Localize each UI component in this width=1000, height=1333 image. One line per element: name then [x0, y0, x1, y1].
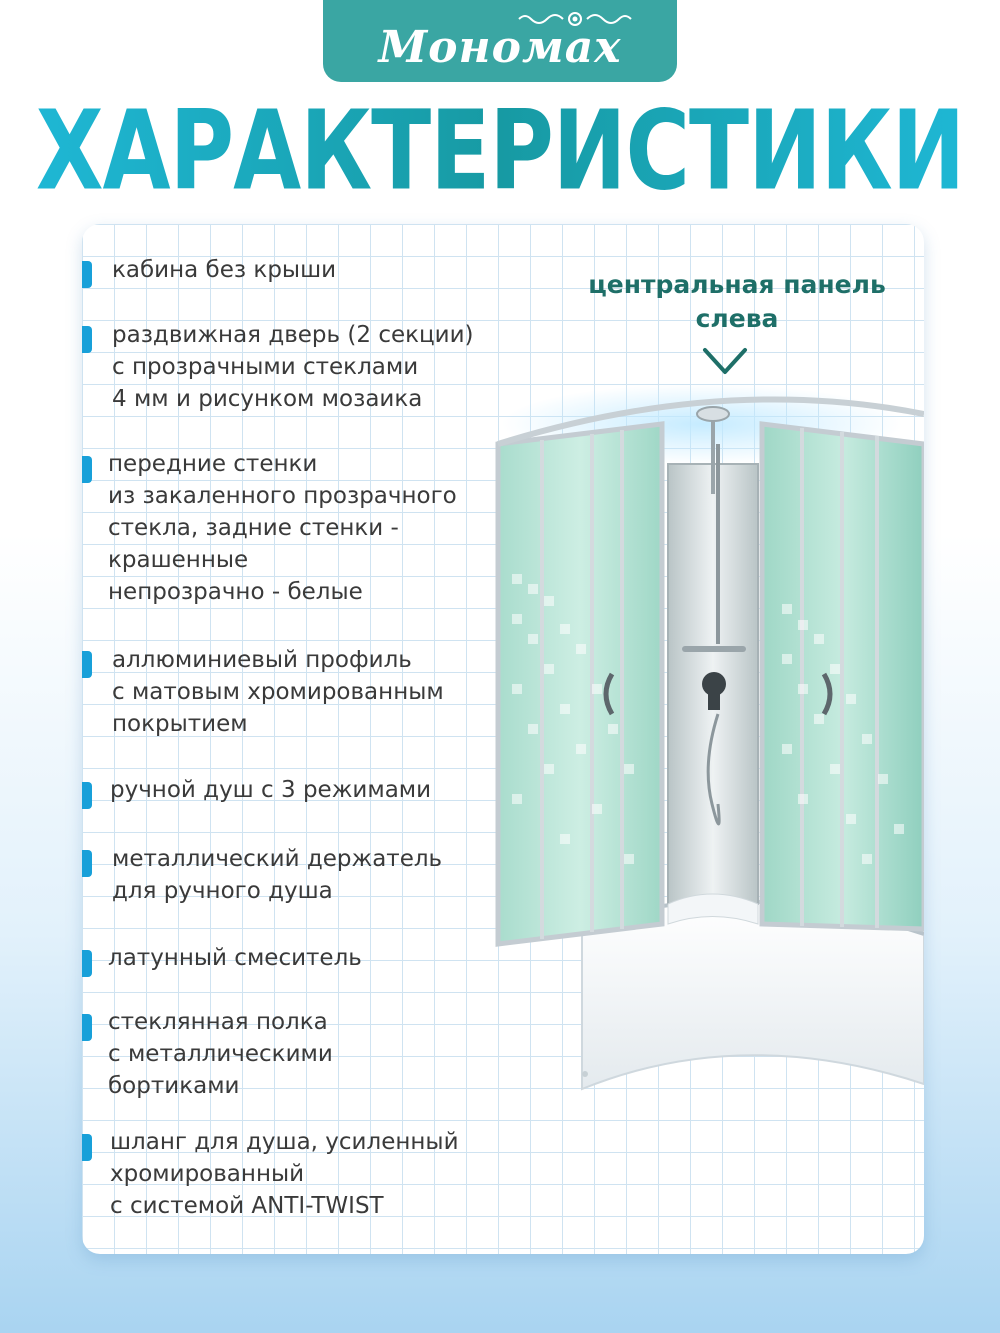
- bullet-icon: [82, 1134, 92, 1161]
- feature-text: раздвижная дверь (2 секции) с прозрачными стеклами 4 мм и рисунком мозаика: [112, 322, 474, 412]
- bullet-icon: [82, 850, 92, 877]
- feature-text: металлический держатель для ручного душа: [112, 846, 443, 904]
- feature-text: аллюминиевый профиль с матовым хромированным покрытием: [112, 647, 444, 737]
- bullet-icon: [82, 456, 92, 483]
- bullet-icon: [82, 261, 92, 288]
- bullet-icon: [82, 950, 92, 977]
- feature-text: ручной душ с 3 режимами: [110, 777, 432, 803]
- feature-text: латунный смеситель: [108, 945, 362, 971]
- bullet-icon: [82, 326, 92, 353]
- bullet-icon: [82, 651, 92, 678]
- brand-logo-badge: [323, 0, 677, 82]
- bullet-icon: [82, 782, 92, 809]
- bullet-icon: [82, 1014, 92, 1041]
- feature-text: стеклянная полка с металлическими бортиками: [108, 1009, 333, 1099]
- shower-cabin-illustration: [482, 384, 924, 1104]
- feature-text: шланг для душа, усиленный хромированный с системой ANTI-TWIST: [110, 1129, 459, 1219]
- central-panel-caption: центральная панель слева: [588, 270, 886, 333]
- features-card: [82, 224, 924, 1254]
- chevron-down-icon: [702, 346, 748, 376]
- brand-logo-text: Мономах: [378, 22, 622, 73]
- page-title: ХАРАКТЕРИСТИКИ: [0, 96, 1000, 206]
- feature-text: передние стенки из закаленного прозрачного стекла, задние стенки - крашенные непрозрачно - белые: [108, 451, 457, 605]
- feature-text: кабина без крыши: [112, 257, 337, 283]
